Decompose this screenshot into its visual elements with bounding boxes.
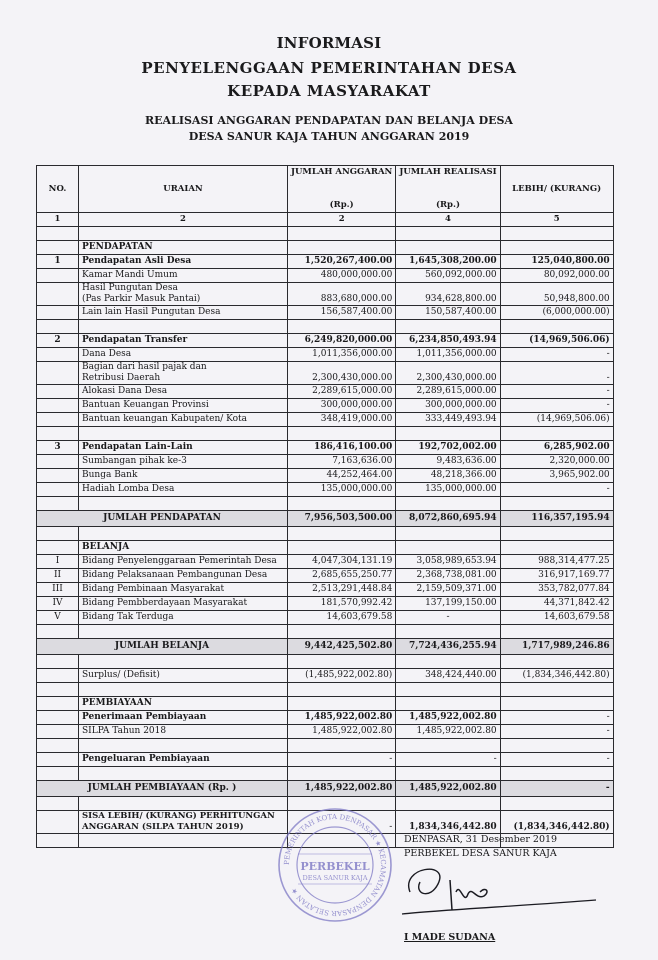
item-label: Lain lain Hasil Pungutan Desa bbox=[79, 306, 288, 320]
sisa-realisasi: 1,834,346,442.80 bbox=[396, 811, 500, 834]
item-label: Sumbangan pihak ke-3 bbox=[79, 455, 288, 469]
item-anggaran: 883,680,000.00 bbox=[288, 283, 396, 306]
surplus-label: Surplus/ (Defisit) bbox=[79, 669, 288, 683]
group-lebih: (14,969,506.06) bbox=[500, 334, 613, 348]
pengeluaran-anggaran: - bbox=[288, 753, 396, 767]
item-row bbox=[37, 469, 614, 483]
item-lebih: - bbox=[500, 483, 613, 497]
pengeluaran-realisasi: - bbox=[396, 753, 500, 767]
doc-title-3: KEPADA MASYARAKAT bbox=[227, 82, 431, 100]
signature-place-date: DENPASAR, 31 Desember 2019 bbox=[404, 834, 558, 845]
belanja-row bbox=[37, 569, 614, 583]
item-row bbox=[37, 483, 614, 497]
group-no: 3 bbox=[37, 441, 79, 455]
item-label: Dana Desa bbox=[79, 348, 288, 362]
item-label-line2: Retribusi Daerah bbox=[82, 373, 161, 383]
item-anggaran: 44,252,464.00 bbox=[288, 469, 396, 483]
item-anggaran: 156,587,400.00 bbox=[288, 306, 396, 320]
item-no: IV bbox=[37, 597, 79, 611]
col-number: 2 bbox=[79, 213, 288, 227]
group-label: Pendapatan Transfer bbox=[79, 334, 288, 348]
item-label: Bunga Bank bbox=[79, 469, 288, 483]
silpa-row bbox=[37, 725, 614, 739]
item-anggaran: 181,570,992.42 bbox=[288, 597, 396, 611]
item-realisasi: 300,000,000.00 bbox=[396, 399, 500, 413]
spacer-row bbox=[37, 497, 614, 511]
group-no: 1 bbox=[37, 255, 79, 269]
penerimaan-label: Penerimaan Pembiayaan bbox=[79, 711, 288, 725]
belanja-row bbox=[37, 583, 614, 597]
item-anggaran: 14,603,679.58 bbox=[288, 611, 396, 625]
section-heading: PENDAPATAN bbox=[79, 241, 288, 255]
item-anggaran: 480,000,000.00 bbox=[288, 269, 396, 283]
item-anggaran: 2,289,615,000.00 bbox=[288, 385, 396, 399]
silpa-lebih: - bbox=[500, 725, 613, 739]
col-header-no: NO. bbox=[37, 166, 79, 213]
item-label: Bidang Penyelenggaraan Pemerintah Desa bbox=[79, 555, 288, 569]
item-lebih: 353,782,077.84 bbox=[500, 583, 613, 597]
spacer-row bbox=[37, 227, 614, 241]
sisa-lebih: (1,834,346,442.80) bbox=[500, 811, 613, 834]
item-lebih: 50,948,800.00 bbox=[500, 283, 613, 306]
group-lebih: 6,285,902.00 bbox=[500, 441, 613, 455]
item-label: Bidang Pembberdayaan Masyarakat bbox=[79, 597, 288, 611]
item-label: Alokasi Dana Desa bbox=[79, 385, 288, 399]
spacer-row bbox=[37, 655, 614, 669]
stamp-ring-text: PEMERINTAH KOTA DENPASAR ★ KECAMATAN DENPASAR SELATAN ★ bbox=[282, 812, 388, 918]
item-row bbox=[37, 283, 614, 306]
surplus-realisasi: 348,424,440.00 bbox=[396, 669, 500, 683]
doc-title-2: PENYELENGGAAN PEMERINTAHAN DESA bbox=[141, 59, 517, 77]
spacer-row bbox=[37, 739, 614, 753]
item-row bbox=[37, 348, 614, 362]
item-lebih: - bbox=[500, 348, 613, 362]
handwritten-signature bbox=[400, 862, 600, 952]
item-label bbox=[79, 283, 288, 306]
item-no: III bbox=[37, 583, 79, 597]
item-lebih: 316,917,169.77 bbox=[500, 569, 613, 583]
item-realisasi: 560,092,000.00 bbox=[396, 269, 500, 283]
item-row bbox=[37, 362, 614, 385]
pengeluaran-lebih: - bbox=[500, 753, 613, 767]
item-lebih: - bbox=[500, 399, 613, 413]
section-heading: BELANJA bbox=[79, 541, 288, 555]
item-no: II bbox=[37, 569, 79, 583]
item-lebih: 2,320,000.00 bbox=[500, 455, 613, 469]
group-row bbox=[37, 255, 614, 269]
pengeluaran-row bbox=[37, 753, 614, 767]
penerimaan-realisasi: 1,485,922,002.80 bbox=[396, 711, 500, 725]
item-label: Kamar Mandi Umum bbox=[79, 269, 288, 283]
col-number: 5 bbox=[500, 213, 613, 227]
col-header-realisasi bbox=[396, 166, 500, 213]
item-label: Bidang Pembinaan Masyarakat bbox=[79, 583, 288, 597]
item-anggaran: 300,000,000.00 bbox=[288, 399, 396, 413]
group-anggaran: 186,416,100.00 bbox=[288, 441, 396, 455]
item-realisasi: 2,289,615,000.00 bbox=[396, 385, 500, 399]
item-realisasi: 150,587,400.00 bbox=[396, 306, 500, 320]
item-realisasi: 2,300,430,000.00 bbox=[396, 362, 500, 385]
col-header-anggaran-label: JUMLAH ANGGARAN bbox=[291, 167, 393, 177]
total-lebih: 116,357,195.94 bbox=[500, 511, 613, 527]
item-realisasi: 1,011,356,000.00 bbox=[396, 348, 500, 362]
item-no: I bbox=[37, 555, 79, 569]
spacer-row bbox=[37, 683, 614, 697]
item-anggaran: 348,419,000.00 bbox=[288, 413, 396, 427]
group-no: 2 bbox=[37, 334, 79, 348]
item-anggaran: 4,047,304,131.19 bbox=[288, 555, 396, 569]
penerimaan-row bbox=[37, 711, 614, 725]
surplus-lebih: (1,834,346,442.80) bbox=[500, 669, 613, 683]
spacer-row bbox=[37, 527, 614, 541]
item-lebih: 80,092,000.00 bbox=[500, 269, 613, 283]
stamp-center-title: PERBEKEL bbox=[300, 860, 370, 873]
spacer-row bbox=[37, 767, 614, 781]
item-row bbox=[37, 306, 614, 320]
item-label: Bidang Pelaksanaan Pembangunan Desa bbox=[79, 569, 288, 583]
item-anggaran: 2,300,430,000.00 bbox=[288, 362, 396, 385]
col-number: 2 bbox=[288, 213, 396, 227]
spacer-row bbox=[37, 320, 614, 334]
item-realisasi: 135,000,000.00 bbox=[396, 483, 500, 497]
col-number: 4 bbox=[396, 213, 500, 227]
total-label: JUMLAH PENDAPATAN bbox=[37, 511, 288, 527]
surplus-anggaran: (1,485,922,002.80) bbox=[288, 669, 396, 683]
total-anggaran: 1,485,922,002.80 bbox=[288, 781, 396, 797]
item-lebih: 14,603,679.58 bbox=[500, 611, 613, 625]
item-anggaran: 2,685,655,250.77 bbox=[288, 569, 396, 583]
total-realisasi: 1,485,922,002.80 bbox=[396, 781, 500, 797]
total-row-belanja bbox=[37, 639, 614, 655]
item-label-line1: Hasil Pungutan Desa bbox=[82, 283, 178, 293]
section-heading-row bbox=[37, 241, 614, 255]
group-anggaran: 6,249,820,000.00 bbox=[288, 334, 396, 348]
doc-title-1: INFORMASI bbox=[276, 34, 382, 52]
column-number-row bbox=[37, 213, 614, 227]
silpa-realisasi: 1,485,922,002.80 bbox=[396, 725, 500, 739]
stamp-center-subtitle: DESA SANUR KAJA bbox=[302, 874, 368, 882]
item-realisasi: 934,628,800.00 bbox=[396, 283, 500, 306]
col-header-realisasi-label: JUMLAH REALISASI bbox=[399, 167, 497, 177]
pengeluaran-label: Pengeluaran Pembiayaan bbox=[79, 753, 288, 767]
belanja-row bbox=[37, 611, 614, 625]
group-anggaran: 1,520,267,400.00 bbox=[288, 255, 396, 269]
item-lebih: - bbox=[500, 362, 613, 385]
total-label: JUMLAH PEMBIAYAAN (Rp. ) bbox=[37, 781, 288, 797]
belanja-row bbox=[37, 555, 614, 569]
group-lebih: 125,040,800.00 bbox=[500, 255, 613, 269]
spacer-row bbox=[37, 625, 614, 639]
total-anggaran: 9,442,425,502.80 bbox=[288, 639, 396, 655]
item-lebih: 44,371,842.42 bbox=[500, 597, 613, 611]
signature-position: PERBEKEL DESA SANUR KAJA bbox=[404, 848, 557, 859]
silpa-anggaran: 1,485,922,002.80 bbox=[288, 725, 396, 739]
section-heading: PEMBIAYAAN bbox=[79, 697, 288, 711]
item-row bbox=[37, 399, 614, 413]
item-lebih: - bbox=[500, 385, 613, 399]
item-anggaran: 7,163,636.00 bbox=[288, 455, 396, 469]
total-lebih: - bbox=[500, 781, 613, 797]
belanja-row bbox=[37, 597, 614, 611]
item-lebih: 3,965,902.00 bbox=[500, 469, 613, 483]
sisa-anggaran: - bbox=[288, 811, 396, 834]
item-realisasi: 48,218,366.00 bbox=[396, 469, 500, 483]
total-lebih: 1,717,989,246.86 bbox=[500, 639, 613, 655]
sisa-label bbox=[79, 811, 288, 834]
item-row bbox=[37, 269, 614, 283]
item-label: Bantuan keuangan Kabupaten/ Kota bbox=[79, 413, 288, 427]
item-label: Bantuan Keuangan Provinsi bbox=[79, 399, 288, 413]
col-header-uraian: URAIAN bbox=[79, 166, 288, 213]
item-anggaran: 135,000,000.00 bbox=[288, 483, 396, 497]
total-anggaran: 7,956,503,500.00 bbox=[288, 511, 396, 527]
item-realisasi: 333,449,493.94 bbox=[396, 413, 500, 427]
col-header-anggaran bbox=[288, 166, 396, 213]
group-label: Pendapatan Lain-Lain bbox=[79, 441, 288, 455]
item-realisasi: - bbox=[396, 611, 500, 625]
total-realisasi: 8,072,860,695.94 bbox=[396, 511, 500, 527]
sisa-label-line2: ANGGARAN (SILPA TAHUN 2019) bbox=[82, 822, 244, 832]
item-row bbox=[37, 385, 614, 399]
table-header-row bbox=[37, 166, 614, 213]
item-realisasi: 137,199,150.00 bbox=[396, 597, 500, 611]
spacer-row bbox=[37, 427, 614, 441]
group-realisasi: 192,702,002.00 bbox=[396, 441, 500, 455]
item-no: V bbox=[37, 611, 79, 625]
sisa-label-line1: SISA LEBIH/ (KURANG) PERHITUNGAN bbox=[82, 811, 275, 821]
item-row bbox=[37, 413, 614, 427]
col-number: 1 bbox=[37, 213, 79, 227]
total-label: JUMLAH BELANJA bbox=[37, 639, 288, 655]
surplus-row bbox=[37, 669, 614, 683]
penerimaan-anggaran: 1,485,922,002.80 bbox=[288, 711, 396, 725]
group-realisasi: 1,645,308,200.00 bbox=[396, 255, 500, 269]
col-header-anggaran-unit: (Rp.) bbox=[329, 200, 354, 210]
item-label: Hadiah Lomba Desa bbox=[79, 483, 288, 497]
item-lebih: 988,314,477.25 bbox=[500, 555, 613, 569]
item-anggaran: 2,513,291,448.84 bbox=[288, 583, 396, 597]
official-stamp bbox=[276, 806, 394, 924]
group-label: Pendapatan Asli Desa bbox=[79, 255, 288, 269]
group-realisasi: 6,234,850,493.94 bbox=[396, 334, 500, 348]
section-heading-row bbox=[37, 697, 614, 711]
item-realisasi: 9,483,636.00 bbox=[396, 455, 500, 469]
signature-name: I MADE SUDANA bbox=[404, 932, 496, 943]
total-row-pendapatan bbox=[37, 511, 614, 527]
item-realisasi: 2,368,738,081.00 bbox=[396, 569, 500, 583]
item-lebih: (14,969,506.06) bbox=[500, 413, 613, 427]
col-header-realisasi-unit: (Rp.) bbox=[435, 200, 460, 210]
section-heading-row bbox=[37, 541, 614, 555]
total-realisasi: 7,724,436,255.94 bbox=[396, 639, 500, 655]
item-label: Bidang Tak Terduga bbox=[79, 611, 288, 625]
doc-subtitle-2: DESA SANUR KAJA TAHUN ANGGARAN 2019 bbox=[188, 130, 470, 143]
item-realisasi: 3,058,989,653.94 bbox=[396, 555, 500, 569]
item-anggaran: 1,011,356,000.00 bbox=[288, 348, 396, 362]
penerimaan-lebih: - bbox=[500, 711, 613, 725]
col-header-lebih: LEBIH/ (KURANG) bbox=[500, 166, 613, 213]
group-row bbox=[37, 334, 614, 348]
item-label bbox=[79, 362, 288, 385]
silpa-label: SILPA Tahun 2018 bbox=[79, 725, 288, 739]
doc-subtitle-1: REALISASI ANGGARAN PENDAPATAN DAN BELANJA DESA bbox=[145, 114, 513, 127]
realisasi-table bbox=[36, 165, 614, 848]
item-realisasi: 2,159,509,371.00 bbox=[396, 583, 500, 597]
group-row bbox=[37, 441, 614, 455]
item-label-line2: (Pas Parkir Masuk Pantai) bbox=[82, 294, 201, 304]
item-row bbox=[37, 455, 614, 469]
item-label-line1: Bagian dari hasil pajak dan bbox=[82, 362, 207, 372]
item-lebih: (6,000,000.00) bbox=[500, 306, 613, 320]
total-row-pembiayaan bbox=[37, 781, 614, 797]
